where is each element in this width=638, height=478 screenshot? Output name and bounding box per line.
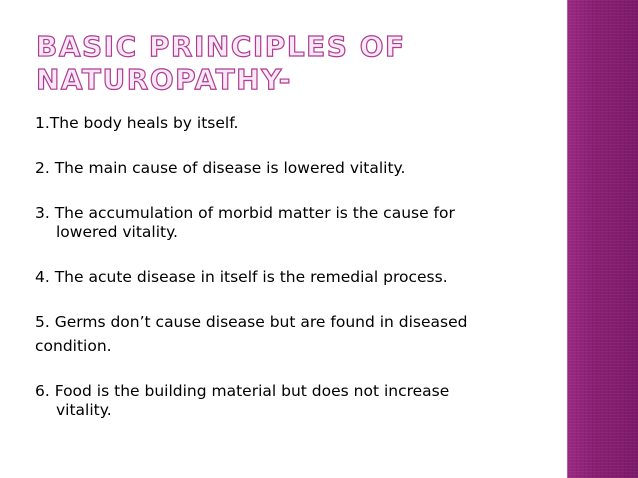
principle-6 bbox=[35, 382, 555, 420]
slide-title-line-1: BASIC PRINCIPLES OF bbox=[36, 30, 406, 63]
principle-5-continuation bbox=[35, 337, 555, 356]
slide-title bbox=[36, 30, 556, 96]
principle-1 bbox=[35, 114, 555, 133]
decorative-side-panel bbox=[567, 0, 638, 478]
principle-2 bbox=[35, 159, 555, 178]
principle-1-text: 1.The body heals by itself. bbox=[35, 114, 239, 132]
principle-4 bbox=[35, 268, 555, 287]
principles-list bbox=[35, 114, 555, 420]
slide-title-line-2: NATUROPATHY- bbox=[36, 63, 292, 96]
principle-3-text: 3. The accumulation of morbid matter is the cause for bbox=[35, 204, 455, 222]
principle-2-text: 2. The main cause of disease is lowered vitality. bbox=[35, 159, 406, 177]
principle-5 bbox=[35, 313, 555, 332]
principle-4-text: 4. The acute disease in itself is the remedial process. bbox=[35, 268, 448, 286]
principle-5-continuation-text: condition. bbox=[35, 337, 112, 355]
principle-6-text: 6. Food is the building material but does not increase bbox=[35, 382, 450, 400]
principle-3-continuation: lowered vitality. bbox=[56, 223, 178, 241]
principle-5-text: 5. Germs don’t cause disease but are found in diseased bbox=[35, 313, 468, 331]
principle-6-continuation: vitality. bbox=[56, 401, 112, 419]
principle-3 bbox=[35, 204, 555, 242]
